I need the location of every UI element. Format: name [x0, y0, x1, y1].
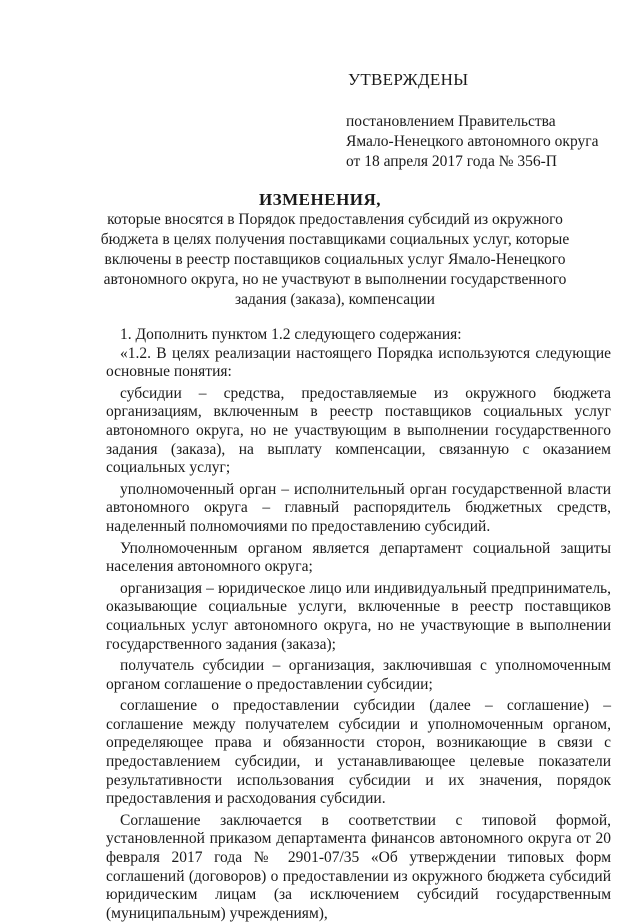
paragraph: Уполномоченным органом является департамент социальной защиты населения автономного округа; — [106, 539, 611, 576]
approval-line: постановлением Правительства — [346, 113, 556, 130]
paragraph: организация – юридическое лицо или индивидуальный предприниматель, оказывающие социальные услуги, включенные в реестр поставщиков социальных услуг автономного округа, но не участвующие в выполнении государственного задания (заказа); — [106, 579, 611, 653]
subtitle-line: которые вносятся в Порядок предоставления субсидий из окружного — [107, 211, 563, 228]
approval-stamp-title: УТВЕРЖДЕНЫ — [348, 70, 469, 89]
subtitle-line: включены в реестр поставщиков социальных услуг Ямало-Ненецкого — [104, 251, 566, 268]
document-title: ИЗМЕНЕНИЯ, — [258, 190, 382, 209]
subtitle-line: задания (заказа), компенсации — [235, 291, 435, 308]
paragraph: получатель субсидии – организация, заключившая с уполномоченным органом соглашение о предоставлении субсидии; — [106, 657, 611, 693]
paragraph: субсидии – средства, предоставляемые из окружного бюджета организациям, включенным в реестр поставщиков социальных услуг автономного округа, но не участвующим в выполнении государственного задания (заказа), на выплату компенсации, связанную с оказанием социальных услуг; — [106, 384, 611, 477]
paragraph: уполномоченный орган – исполнительный орган государственной власти автономного округа – главный распорядитель бюджетных средств, наделенный полномочиями по предоставлению субсидий. — [106, 480, 611, 535]
approval-line: от 18 апреля 2017 года № 356-П — [346, 153, 557, 170]
document-subtitle — [100, 210, 570, 310]
document-body — [106, 326, 611, 923]
approval-line: Ямало-Ненецкого автономного округа — [346, 133, 599, 150]
paragraph: 1. Дополнить пунктом 1.2 следующего содержания: — [120, 326, 462, 343]
paragraph: соглашение о предоставлении субсидии (далее – соглашение) – соглашение между получателем субсидии и уполномоченным органом, определяющее права и обязанности сторон, возникающие в связи с предоставлением субсидии, и устанавливающее целевые показатели результативности использования субсидии и их значения, порядок предоставления и расходования субсидии. — [106, 697, 611, 808]
paragraph: Соглашение заключается в соответствии с типовой формой, установленной приказом департамента финансов автономного округа от 20 февраля 2017 года № 2901-07/35 «Об утверждении типовых форм соглашений (договоров) о предоставлении из окружного бюджета субсидий юридическим лицам (за исключением субсидий государственным (муниципальным) учреждениям), — [106, 811, 611, 922]
subtitle-line: бюджета в целях получения поставщиками социальных услуг, которые — [100, 231, 570, 248]
paragraph: «1.2. В целях реализации настоящего Порядка используются следующие основные понятия: — [106, 344, 611, 381]
approval-reference — [346, 112, 598, 172]
subtitle-line: автономного округа, но не участвуют в выполнении государственного — [103, 271, 567, 288]
